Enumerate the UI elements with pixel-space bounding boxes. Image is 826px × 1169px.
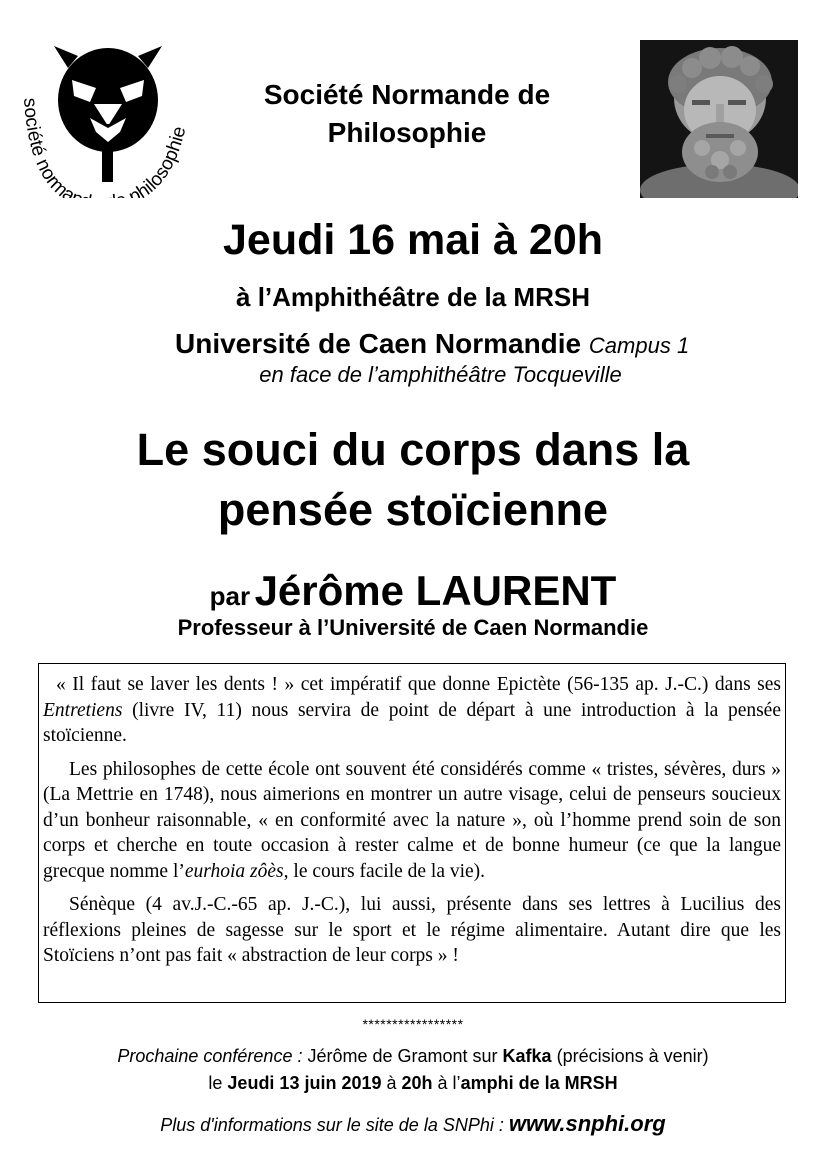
talk-title-line2: pensée stoïcienne: [217, 484, 609, 535]
abstract-p2-emphasis: eurhoia zôès: [184, 860, 284, 882]
date-prefix: le: [208, 1073, 228, 1093]
next-note: (précisions à venir): [551, 1046, 709, 1066]
next-place: amphi de la MRSH: [460, 1073, 618, 1093]
more-info-label: Plus d'informations sur le site de la SNPhi :: [160, 1115, 509, 1135]
society-name: [212, 76, 602, 152]
opposite-text: en face de l’amphithéâtre Tocqueville: [259, 362, 622, 387]
next-topic: Kafka: [502, 1046, 552, 1066]
abstract-paragraph-1: [43, 672, 781, 749]
next-conference-line: [0, 1043, 826, 1069]
owl-icon: [54, 46, 162, 182]
date-connector: à: [381, 1073, 402, 1093]
abstract-p1-text-b: (livre IV, 11) nous servira de point de départ à une introduction à la pensée stoïcienne.: [43, 699, 781, 746]
abstract-p2-text-a: Les philosophes de cette école ont souvent été considérés comme « tristes, sévères, durs » (La Mettrie en 1748), nous aimerions en montrer un autre visage, celui de penseurs soucieux d’un bonheur raisonnable, « en conformité avec la nature », où l’homme prend soin de son corps et cherche en toute occasion à rester calme et de bonne humeur (ce que la langue grecque nomme l’: [43, 758, 781, 882]
society-name-line1: Société Normande de: [263, 79, 551, 110]
abstract-box: [38, 663, 786, 1003]
abstract-p1-emphasis: Entretiens: [43, 699, 123, 721]
separator-stars: *****************: [362, 1016, 464, 1032]
logo-text: société norma philosophie: [18, 97, 191, 198]
venue-location-note: [0, 360, 826, 390]
event-date: Jeudi 16 mai à 20h: [222, 216, 604, 264]
abstract-p2-text-b: , le cours facile de la vie).: [283, 860, 486, 882]
university-line: [175, 327, 689, 363]
event-venue: à l’Amphithéâtre de la MRSH: [236, 282, 590, 312]
stoic-bust-image: [640, 40, 798, 198]
more-info-line: [0, 1110, 826, 1139]
university-name: Université de Caen Normandie: [175, 328, 582, 359]
place-connector: à l’: [432, 1073, 461, 1093]
campus-label: Campus 1: [588, 333, 690, 358]
speaker-role: Professeur à l’Université de Caen Normandie: [177, 615, 649, 640]
talk-title-line1: Le souci du corps dans la: [136, 424, 690, 475]
next-conference-label: Prochaine conférence :: [117, 1046, 303, 1066]
by-label: par: [209, 581, 251, 611]
next-time: 20h: [401, 1073, 433, 1093]
society-logo: [10, 38, 200, 198]
society-name-line2: Philosophie: [327, 117, 487, 148]
abstract-p1-text-a: « Il faut se laver les dents ! » cet impératif que donne Epictète (56-135 ap. J.-C.) dans ses: [56, 674, 781, 695]
next-date: Jeudi 13 juin 2019: [227, 1073, 382, 1093]
abstract-paragraph-2: [43, 757, 781, 885]
website-link[interactable]: www.snphi.org: [508, 1111, 666, 1136]
talk-title: [40, 420, 786, 540]
abstract-paragraph-3: Sénèque (4 av.J.-C.-65 ap. J.-C.), lui aussi, présente dans ses lettres à Lucilius des réflexions pleines de sagesse sur le sport et le régime alimentaire. Autant dire que les Stoïciens n’ont pas fait « abstraction de leur corps » !: [43, 894, 781, 966]
next-speaker-text: Jérôme de Gramont sur: [302, 1046, 503, 1066]
speaker-name: Jérôme LAURENT: [254, 567, 617, 614]
next-conference-date-line: [0, 1070, 826, 1096]
